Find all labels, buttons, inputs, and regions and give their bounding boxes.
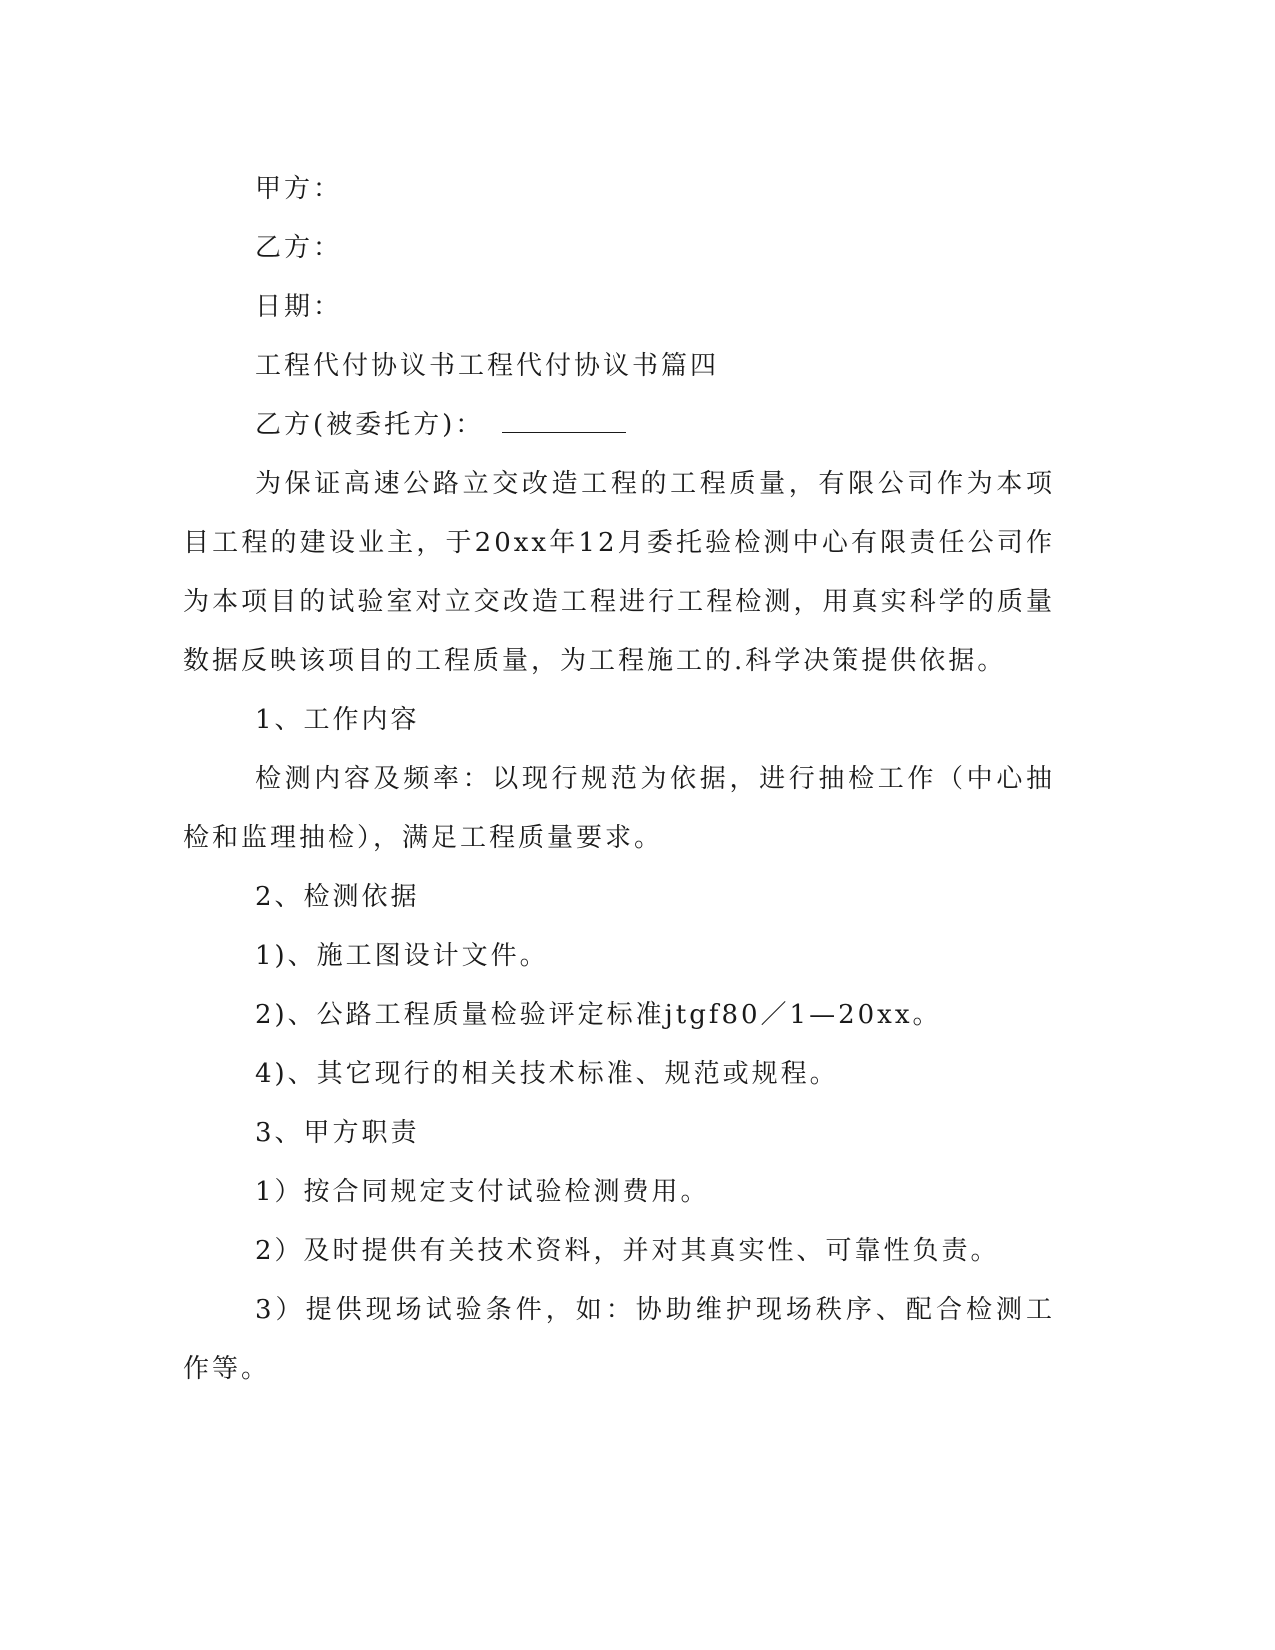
date-label: 日期： bbox=[255, 292, 343, 322]
duty-item-2-text: 2）及时提供有关技术资料，并对其真实性、可靠性负责。 bbox=[255, 1236, 1000, 1266]
basis-item-4-text: 4)、其它现行的相关技术标准、规范或规程。 bbox=[255, 1059, 839, 1089]
party-a-line bbox=[183, 160, 1055, 219]
duty-item-3 bbox=[183, 1281, 1055, 1399]
duty-item-1 bbox=[183, 1163, 1055, 1222]
basis-item-1 bbox=[183, 927, 1055, 986]
heading-basis-text: 2、检测依据 bbox=[255, 882, 420, 912]
heading-party-a-duties bbox=[183, 1104, 1055, 1163]
signature-blank bbox=[502, 410, 626, 433]
section-title bbox=[183, 337, 1055, 396]
party-b-label: 乙方： bbox=[255, 233, 343, 263]
work-content-paragraph bbox=[183, 750, 1055, 868]
heading-basis bbox=[183, 868, 1055, 927]
section-title-text: 工程代付协议书工程代付协议书篇四 bbox=[255, 351, 720, 381]
intro-paragraph bbox=[183, 455, 1055, 691]
heading-work-content-text: 1、工作内容 bbox=[255, 705, 420, 735]
basis-item-2 bbox=[183, 986, 1055, 1045]
entrusted-party-line bbox=[183, 396, 1055, 455]
heading-party-a-duties-text: 3、甲方职责 bbox=[255, 1118, 420, 1148]
basis-item-2-text: 2)、公路工程质量检验评定标准jtgf80／1—20xx。 bbox=[255, 1000, 942, 1030]
document-body bbox=[183, 160, 1055, 1399]
party-a-label: 甲方： bbox=[255, 174, 343, 204]
entrusted-party-label: 乙方(被委托方)： bbox=[255, 410, 485, 440]
date-line bbox=[183, 278, 1055, 337]
basis-item-1-text: 1)、施工图设计文件。 bbox=[255, 941, 549, 971]
work-content-text: 检测内容及频率：以现行规范为依据，进行抽检工作（中心抽检和监理抽检），满足工程质量要求。 bbox=[183, 764, 1055, 853]
basis-item-4 bbox=[183, 1045, 1055, 1104]
party-b-line bbox=[183, 219, 1055, 278]
duty-item-3-text: 3）提供现场试验条件，如：协助维护现场秩序、配合检测工作等。 bbox=[183, 1295, 1055, 1384]
duty-item-1-text: 1）按合同规定支付试验检测费用。 bbox=[255, 1177, 710, 1207]
intro-text: 为保证高速公路立交改造工程的工程质量，有限公司作为本项目工程的建设业主，于20xx年12月委托验检测中心有限责任公司作为本项目的试验室对立交改造工程进行工程检测，用真实科学的质量数据反映该项目的工程质量，为工程施工的.科学决策提供依据。 bbox=[183, 469, 1055, 676]
duty-item-2 bbox=[183, 1222, 1055, 1281]
heading-work-content bbox=[183, 691, 1055, 750]
